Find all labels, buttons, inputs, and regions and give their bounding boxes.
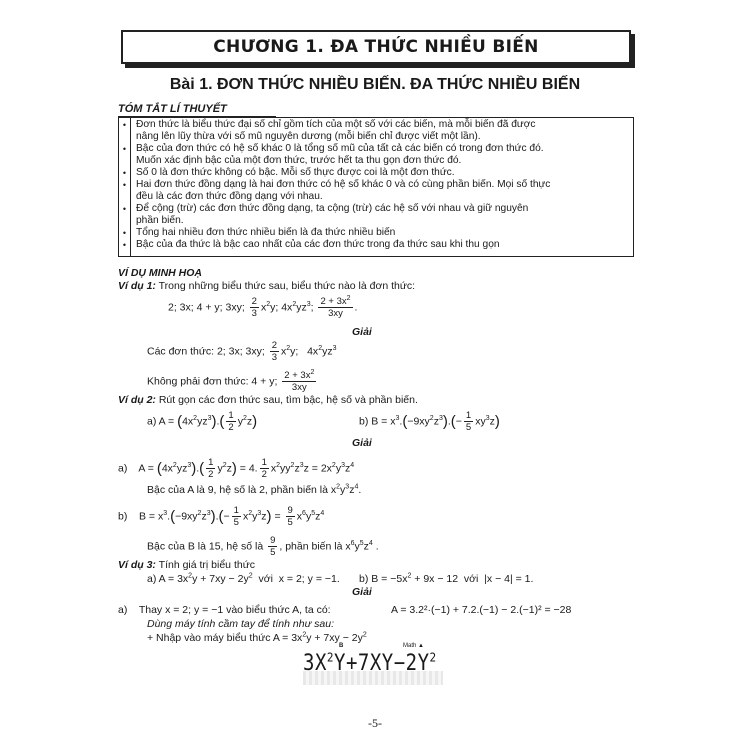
lesson-title: Bài 1. ĐƠN THỨC NHIỀU BIẾN. ĐA THỨC NHIỀU BIẾN [169,76,581,93]
ex3-label: Ví dụ 3: [118,559,156,571]
theory-line: Bậc của đa thức là bậc cao nhất của các đơn thức trong đa thức sau khi thu gọn [136,239,500,250]
examples-heading: VÍ DỤ MINH HOẠ [118,267,202,279]
calculator-indicator: B [339,643,344,649]
ex1-non-monomials [147,370,318,393]
ex1-question-text: Trong những biểu thức sau, biểu thức nào là đơn thức: [155,280,416,292]
ex1-list-text: 2; 3x; 4 + y; 3xy; [168,301,245,314]
theory-line: đều là các đơn thức đồng dạng với nhau. [136,191,323,202]
ex2-conclusion-a: Bậc của A là 9, hệ số là 2, phần biến là $x^2y^3z^4$. [147,483,362,496]
ex2-label: Ví dụ 2: [118,394,156,406]
solution-label: Giải [352,326,372,338]
theory-line: Để cộng (trừ) các đơn thức đồng dạng, ta cộng (trừ) các hệ số với nhau và giữ nguyên [136,203,529,214]
ex1-monomials: Các đơn thức: 2; 3x; 3xy; $\frac{2}{3}$ $x^2y$; $4x^2yz^3$ [147,340,337,363]
ex3-solution-a: a) Thay x = 2; y = −1 vào biểu thức A, ta có: [118,604,331,616]
ex2-part-b: b) $B = x^3.(-9xy^2z^3).(-$ $\frac{1}{5}$ $xy^3z$) [359,410,500,433]
bullet: • [122,204,127,214]
fraction: $\frac{2 + 3x^2}{3xy}$ [320,294,351,319]
bullet: • [122,240,127,250]
chapter-title-box [121,30,631,64]
theory-line: phần biến. [136,215,184,226]
theory-line: nâng lên lũy thừa với số mũ nguyên dương (mỗi biến chỉ được viết một lần). [136,131,481,142]
fraction: $\frac{1}{5}$ [465,410,472,433]
fraction: $\frac{2}{3}$ [271,340,278,363]
theory-line: Bậc của đơn thức có hệ số khác 0 là tổng số mũ của tất cả các biến có trong đơn thức đó. [136,143,544,154]
ex2-conclusion-b: Bậc của B là 15, hệ số là $\frac{9}{5}$ , phần biến là $x^6y^5z^4$ . [147,535,379,558]
bullet: • [122,228,127,238]
fraction: $\frac{2}{3}$ [251,296,257,319]
ex3-question [118,558,255,572]
ex1-label: Ví dụ 1: [118,280,156,292]
theory-line: Hai đơn thức đồng dạng là hai đơn thức có hệ số khác 0 và có cùng phần biến. Mọi số thực [136,179,551,190]
fraction: $\frac{1}{5}$ [233,505,239,528]
ex1-expression-list: 2; 3x; 4 + y; 3xy; $\frac{2}{3}$ $x^2y$; $4x^2yz^3$; $\frac{2 + 3x^2}{3xy}$ . [168,294,358,319]
fraction: $\frac{1}{2}$ [228,410,234,433]
fraction: $\frac{1}{2}$ [208,457,214,480]
theory-line: Muốn xác định bậc của một đơn thức, trước hết ta thu gọn đơn thức đó. [136,155,462,166]
ex3-part-b: b) $B = -5x^2 + 9x - 12$ với |x − 4| = 1. [359,572,534,585]
theory-line: Tổng hai nhiều đơn thức nhiều biến là đa thức nhiều biến [136,227,396,238]
ex2-part-a: a) $A = (4x^2yz^3)$.( $\frac{1}{2}$ $y^2z$) [147,410,258,433]
ex1-mono-label: Các đơn thức: 2; 3x; 3xy; [147,345,265,358]
ex3-part-a: a) $A = 3x^2y + 7xy - 2y^2$ với x = 2; y = −1. [147,572,340,585]
bullet: • [122,120,127,130]
calculator-mode: Math ▲ [403,643,424,649]
fraction: $\frac{9}{5}$ [287,505,293,528]
ex2-solution-b: b) $B = x^3.(-9xy^2z^3).(-$ $\frac{1}{5}$ $x^2y^3z$) = $\frac{9}{5}$ $x^6y^5z^4$ [118,505,325,528]
calculator-display: $3X^2Y+7XY-2Y^2$ [303,649,437,676]
ex2-question [118,393,418,407]
fraction: $\frac{2 + 3x^2}{3xy}$ [284,368,315,393]
ex1-question [118,279,415,293]
ex1-non-mono-label: Không phải đơn thức: 4 + y; [147,375,278,388]
theory-box [118,117,634,257]
solution-label: Giải [352,586,372,598]
ex3-question-text: Tính giá trị biểu thức [155,559,255,571]
theory-line: Đơn thức là biểu thức đại số chỉ gồm tích của một số với các biến, mà mỗi biến đã được [136,119,536,130]
calculator-step: + Nhập vào máy biểu thức $A = 3x^2y + 7xy - 2y^2$ [147,631,367,644]
bullet: • [122,168,127,178]
ex2-solution-a: a) $A = (4x^2yz^3)$.( $\frac{1}{2}$ $y^2z) = 4$. $\frac{1}{2}$ $x^2yy^2z^3z = 2x^2y^3z^4$ [118,457,355,480]
solution-label: Giải [352,437,372,449]
ex3-result-a: A = 3.2²·(−1) + 7.2.(−1) − 2.(−1)² = −28 [391,604,572,616]
page-number: -5- [368,716,382,730]
theory-heading: TÓM TẮT LÍ THUYẾT [118,103,227,115]
fraction: $\frac{9}{5}$ [270,535,276,558]
fraction: $\frac{1}{2}$ [261,457,267,480]
ex2-question-text: Rút gọn các đơn thức sau, tìm bậc, hệ số và phần biến. [155,394,418,406]
calculator-note: Dùng máy tính cầm tay để tính như sau: [147,618,335,630]
theory-bullet-divider [130,118,131,256]
chapter-title: CHƯƠNG 1. ĐA THỨC NHIỀU BIẾN [213,37,539,57]
theory-line: Số 0 là đơn thức không có bậc. Mỗi số thực được coi là một đơn thức. [136,167,455,178]
bullet: • [122,180,127,190]
bullet: • [122,144,127,154]
